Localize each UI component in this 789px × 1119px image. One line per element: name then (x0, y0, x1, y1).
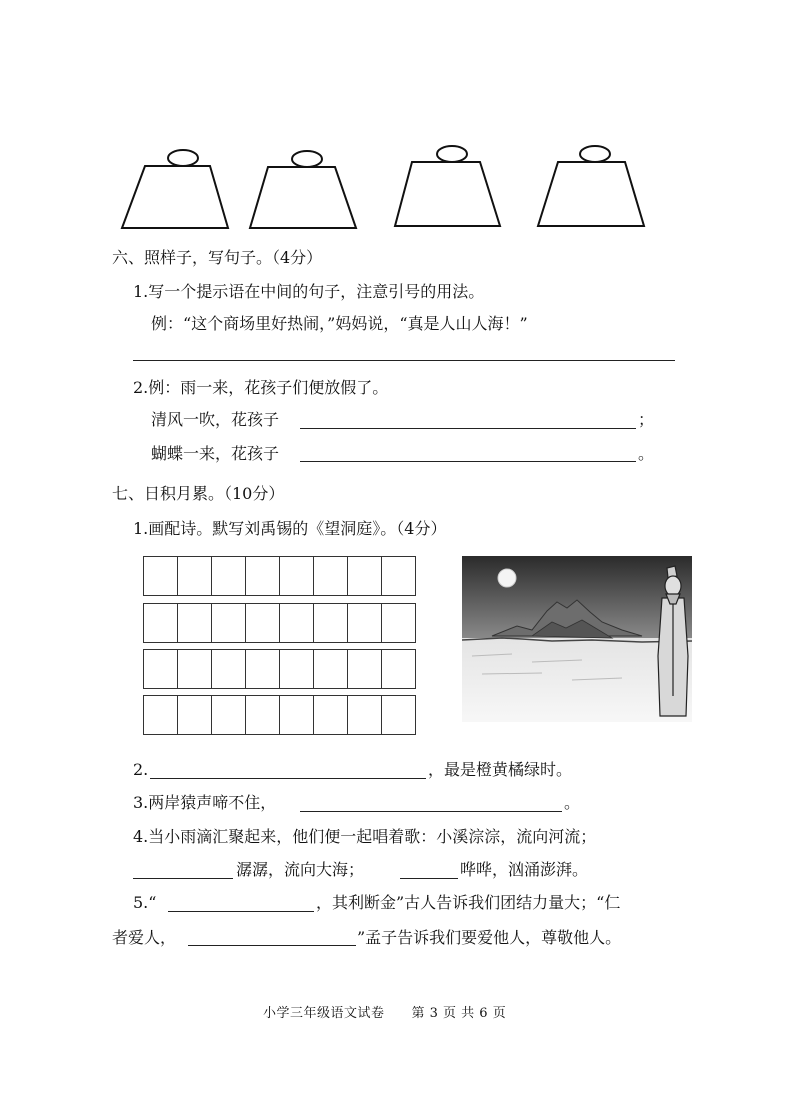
section7-q5-mid: ，其利断金”古人告诉我们团结力量大；“仁 (316, 893, 621, 912)
section7-q5-line2-suffix: ”孟子告诉我们要爱他人，尊敬他人。 (357, 928, 622, 947)
answer-line[interactable] (168, 911, 314, 912)
answer-line[interactable] (300, 811, 562, 812)
section7-q4-line1: 4.当小雨滴汇聚起来，他们便一起唱着歌：小溪淙淙，流向河流； (133, 827, 597, 846)
weight-icon (122, 150, 228, 228)
poet-moon-scene-image (462, 556, 692, 722)
section7-heading: 七、日积月累。（10分） (112, 484, 285, 503)
section7-q5-line2-prefix: 者爱人， (112, 928, 177, 947)
weight-icon (395, 146, 500, 226)
section7-q4-mid1: 潺潺，流向大海； (236, 860, 365, 879)
answer-line[interactable] (188, 945, 356, 946)
writing-grid-row[interactable] (143, 649, 416, 689)
section7-q3-prefix: 3.两岸猿声啼不住， (133, 793, 277, 812)
writing-grid-row[interactable] (143, 695, 416, 735)
weight-icon (250, 151, 356, 228)
weights-illustration (110, 138, 650, 233)
section7-q5-prefix: 5.“ (133, 893, 157, 912)
section7-q2-prefix: 2. (133, 760, 149, 779)
moon-icon (498, 569, 516, 587)
answer-line[interactable] (300, 461, 636, 462)
weight-icon (538, 146, 644, 226)
section6-q2-line2-end: 。 (638, 444, 655, 463)
section7-q3-suffix: 。 (564, 793, 581, 812)
section6-q2-line1-end: ； (638, 410, 655, 429)
section6-q1-prompt: 1.写一个提示语在中间的句子，注意引号的用法。 (133, 282, 485, 301)
section6-q2-prompt: 2.例：雨一来，花孩子们便放假了。 (133, 378, 389, 397)
answer-line[interactable] (133, 360, 675, 361)
answer-line[interactable] (400, 878, 458, 879)
answer-line[interactable] (150, 778, 426, 779)
answer-line[interactable] (133, 878, 233, 879)
section7-q4-mid2: 哗哗，汹涌澎湃。 (460, 860, 589, 879)
section6-q2-line2-prefix: 蝴蝶一来，花孩子 (151, 444, 280, 463)
section7-q2-suffix: ，最是橙黄橘绿时。 (428, 760, 573, 779)
section6-q1-example: 例：“这个商场里好热闹，”妈妈说，“真是人山人海！” (151, 314, 528, 333)
writing-grid-row[interactable] (143, 603, 416, 643)
writing-grid-row[interactable] (143, 556, 416, 596)
page-footer: 小学三年级语文试卷 第 3 页 共 6 页 (263, 1006, 507, 1021)
section6-q2-line1-prefix: 清风一吹，花孩子 (151, 410, 280, 429)
answer-line[interactable] (300, 428, 636, 429)
section7-q1-prompt: 1.画配诗。默写刘禹锡的《望洞庭》。（4分） (133, 519, 447, 538)
section6-heading: 六、照样子，写句子。（4分） (112, 248, 323, 267)
